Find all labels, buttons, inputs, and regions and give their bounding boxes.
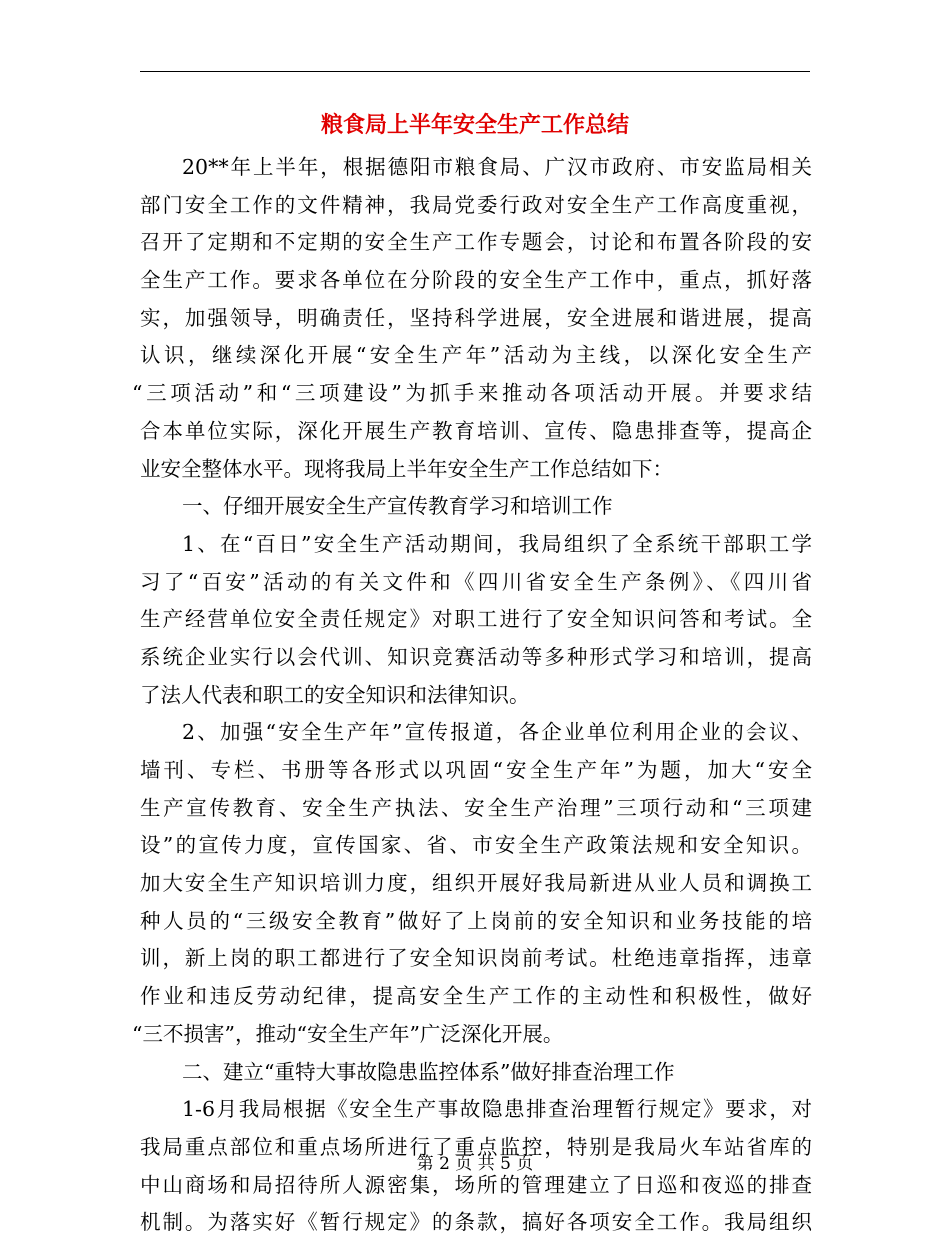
text-line: 生产宣传教育、安全生产执法、安全生产治理”三项行动和“三项建 (140, 795, 812, 820)
text-line: 部门安全工作的文件精神，我局党委行政对安全生产工作高度重视， (140, 192, 812, 217)
text-line: 1-6月我局根据《安全生产事故隐患排查治理暂行规定》要求，对 (182, 1097, 812, 1122)
text-line: 召开了定期和不定期的安全生产工作专题会，讨论和布置各阶段的安 (140, 230, 812, 255)
text-line: 墙刊、专栏、书册等各形式以巩固“安全生产年”为题，加大“安全 (140, 758, 812, 782)
text-line: 2、加强“安全生产年”宣传报道，各企业单位利用企业的会议、 (182, 720, 812, 745)
text-line: “三不损害”，推动“安全生产年”广泛深化开展。 (132, 1021, 564, 1046)
text-line: 中山商场和局招待所人源密集，场所的管理建立了日巡和夜巡的排查 (140, 1172, 812, 1197)
text-line: 训，新上岗的职工都进行了安全知识岗前考试。杜绝违章指挥，违章 (140, 946, 812, 971)
text-line: 业安全整体水平。现将我局上半年安全生产工作总结如下： (140, 456, 673, 481)
text-line: 认识，继续深化开展“安全生产年”活动为主线，以深化安全生产 (140, 343, 812, 368)
section-heading-1 (140, 488, 812, 526)
header-rule (140, 71, 810, 72)
text-line: 1、在“百日”安全生产活动期间，我局组织了全系统干部职工学 (182, 531, 812, 556)
text-line: 习了“百安”活动的有关文件和《四川省安全生产条例》、《四川省 (140, 569, 812, 594)
text-line: 加大安全生产知识培训力度，组织开展好我局新进从业人员和调换工 (140, 871, 812, 896)
document-title: 粮食局上半年安全生产工作总结 (320, 112, 629, 138)
page-number-footer: 第 2 页 共 5 页 (416, 1154, 534, 1174)
section-heading-2 (140, 1054, 812, 1092)
text-line: “三项活动”和“三项建设”为抓手来推动各项活动开展。并要求结 (132, 381, 812, 406)
text-line: 作业和违反劳动纪律，提高安全生产工作的主动性和积极性，做好 (140, 984, 812, 1009)
text-line: 机制。为落实好《暂行规定》的条款，搞好各项安全工作。我局组织 (140, 1210, 812, 1235)
text-line: 了法人代表和职工的安全知识和法律知识。 (140, 682, 530, 707)
text-line: 20**年上半年，根据德阳市粮食局、广汉市政府、市安监局相关 (182, 155, 812, 179)
text-line: 实，加强领导，明确责任，坚持科学进展，安全进展和谐进展，提高 (140, 305, 812, 330)
paragraph-intro (132, 149, 812, 488)
text-line: 设”的宣传力度，宣传国家、省、市安全生产政策法规和安全知识。 (140, 833, 812, 858)
text-line: 种人员的“三级安全教育”做好了上岗前的安全知识和业务技能的培 (140, 908, 812, 933)
paragraph-training-1 (140, 526, 812, 714)
document-body (132, 149, 812, 1242)
text-line: 系统企业实行以会代训、知识竞赛活动等多种形式学习和培训，提高 (140, 644, 812, 669)
section-heading: 二、建立“重特大事故隐患监控体系”做好排查治理工作 (182, 1059, 675, 1084)
text-line: 我局重点部位和重点场所进行了重点监控，特别是我局火车站省库的 (140, 1134, 812, 1159)
text-line: 生产经营单位安全责任规定》对职工进行了安全知识问答和考试。全 (140, 607, 812, 632)
paragraph-training-2 (132, 714, 812, 1053)
text-line: 合本单位实际，深化开展生产教育培训、宣传、隐患排查等，提高企 (140, 418, 812, 443)
text-line: 全生产工作。要求各单位在分阶段的安全生产工作中，重点，抓好落 (140, 268, 812, 293)
section-heading: 一、仔细开展安全生产宣传教育学习和培训工作 (182, 494, 613, 519)
